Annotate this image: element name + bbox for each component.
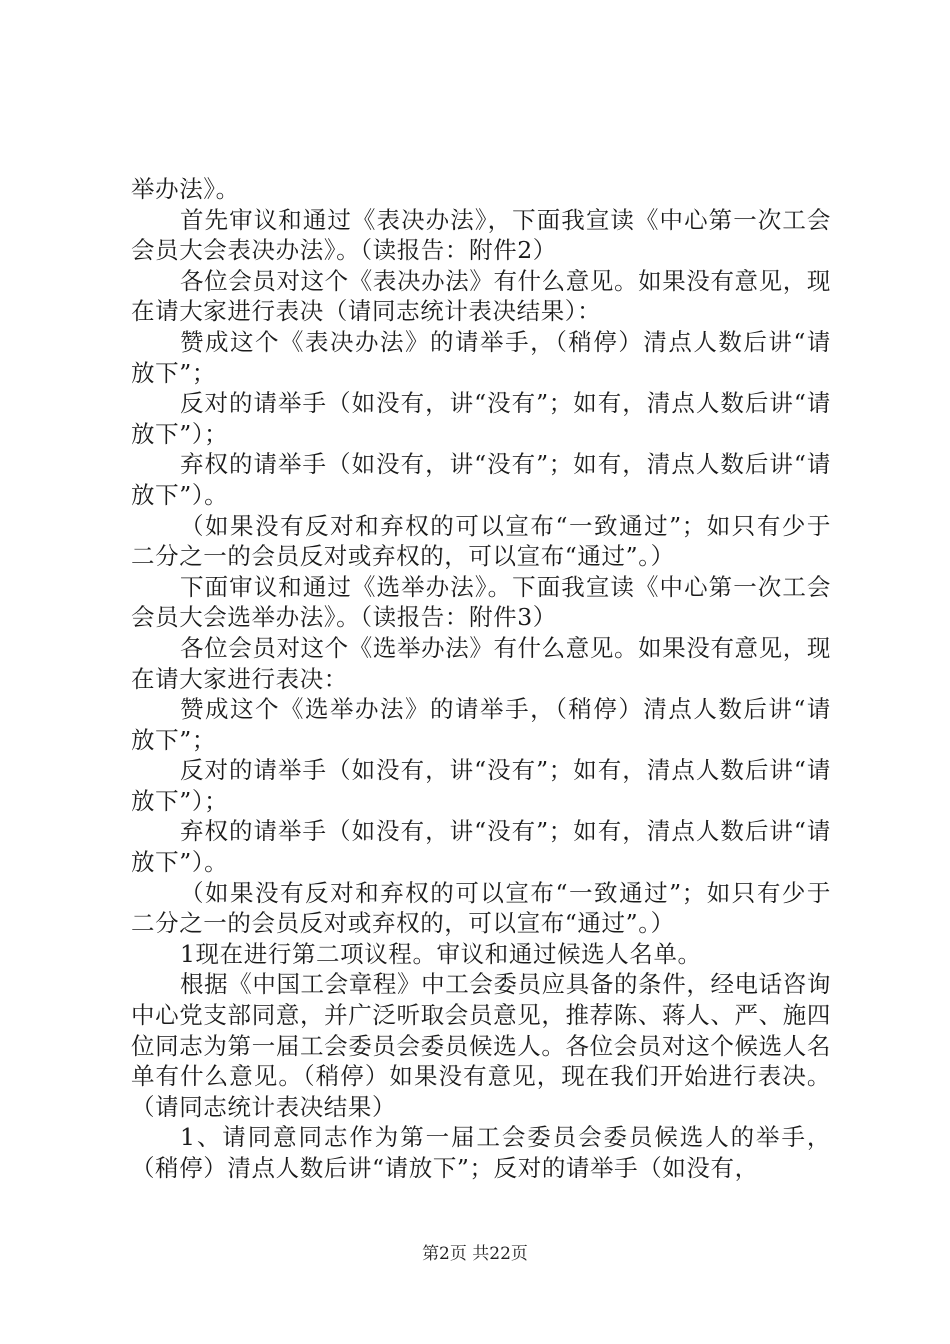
paragraph-13: （如果没有反对和弃权的可以宣布“一致通过”；如只有少于二分之一的会员反对或弃权的，可以宣布“通过”。） xyxy=(131,878,831,938)
paragraph-5: 反对的请举手（如没有，讲“没有”；如有，清点人数后讲“请放下”）； xyxy=(131,389,831,448)
paragraph-7: （如果没有反对和弃权的可以宣布“一致通过”；如只有少于二分之一的会员反对或弃权的，可以宣布“通过”。） xyxy=(131,511,831,571)
paragraph-14: 1现在进行第二项议程。审议和通过候选人名单。 xyxy=(180,939,702,968)
paragraph-11: 反对的请举手（如没有，讲“没有”；如有，清点人数后讲“请放下”）； xyxy=(131,756,831,815)
paragraph-10: 赞成这个《选举办法》的请举手，（稍停）清点人数后讲“请放下”； xyxy=(131,695,831,754)
paragraph-2: 首先审议和通过《表决办法》，下面我宣读《中心第一次工会会员大会表决办法》。（读报告：附件2） xyxy=(131,205,831,265)
paragraph-16: 1、请同意同志作为第一届工会委员会委员候选人的举手，（稍停）清点人数后讲“请放下”；反对的请举手（如没有， xyxy=(131,1123,831,1182)
paragraph-12: 弃权的请举手（如没有，讲“没有”；如有，清点人数后讲“请放下”）。 xyxy=(131,817,831,877)
paragraph-15: 根据《中国工会章程》中工会委员应具备的条件，经电话咨询中心党支部同意，并广泛听取会员意见，推荐陈、蒋人、严、施四位同志为第一届工会委员会委员候选人。各位会员对这个候选人名单有什么意见。（稍停）如果没有意见，现在我们开始进行表决。（请同志统计表决结果） xyxy=(131,970,831,1121)
paragraph-4: 赞成这个《表决办法》的请举手，（稍停）清点人数后讲“请放下”； xyxy=(131,327,831,387)
paragraph-1: 举办法》。 xyxy=(131,175,240,203)
paragraph-6: 弃权的请举手（如没有，讲“没有”；如有，清点人数后讲“请放下”）。 xyxy=(131,450,831,509)
paragraph-3: 各位会员对这个《表决办法》有什么意见。如果没有意见，现在请大家进行表决（请同志统计表决结果）： xyxy=(131,266,831,326)
paragraph-8: 下面审议和通过《选举办法》。下面我宣读《中心第一次工会会员大会选举办法》。（读报告：附件3） xyxy=(131,572,831,632)
document-body xyxy=(131,174,831,1184)
page-number-footer: 第2页 共22页 xyxy=(422,1244,528,1264)
paragraph-9: 各位会员对这个《选举办法》有什么意见。如果没有意见，现在请大家进行表决： xyxy=(131,633,831,693)
